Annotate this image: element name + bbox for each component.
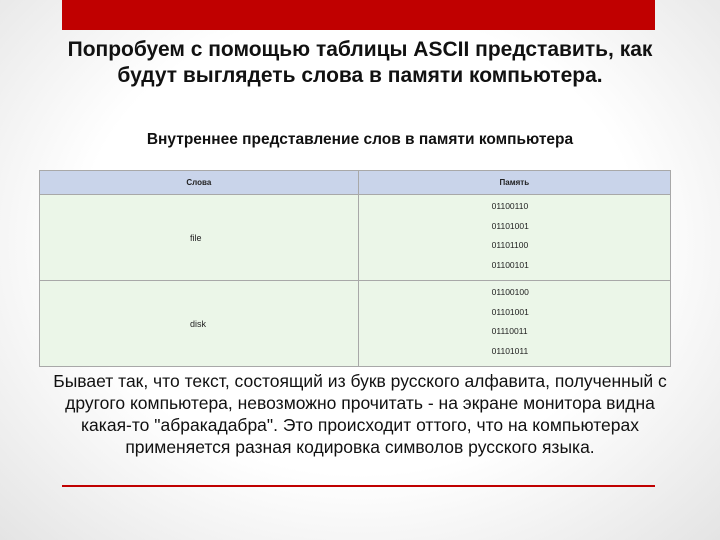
memory-byte: 01101001	[491, 306, 529, 317]
bottom-accent-rule	[62, 485, 655, 487]
top-accent-bar	[62, 0, 655, 30]
slide-title: Попробуем с помощью таблицы ASCII представить, как будут выглядеть слова в памяти компьютера.	[67, 38, 653, 87]
memory-byte: 01100101	[491, 259, 529, 270]
word-cell: disk	[40, 281, 359, 367]
memory-cell	[358, 281, 670, 367]
memory-byte: 01101100	[491, 240, 529, 250]
table-header-row	[40, 171, 671, 195]
memory-byte: 01100100	[491, 287, 529, 297]
memory-byte: 01101011	[491, 345, 529, 356]
memory-byte: 01101001	[491, 220, 529, 231]
memory-cell	[358, 195, 670, 281]
word-cell: file	[40, 195, 359, 281]
body-paragraph: Бывает так, что текст, состоящий из букв русского алфавита, полученный с другого компьютера, невозможно прочитать - на экране монитора видна какая-то "абракадабра". Это происходит оттого, что на компьютерах применяется разная кодировка символов русского языка.	[53, 371, 667, 457]
table-row	[40, 195, 671, 281]
table-caption: Внутреннее представление слов в памяти компьютера	[146, 131, 574, 148]
header-words: Слова	[40, 171, 359, 195]
memory-byte: 01110011	[491, 326, 528, 336]
ascii-table	[39, 170, 671, 367]
memory-byte: 01100110	[491, 201, 529, 211]
table-row	[40, 281, 671, 367]
header-memory: Память	[358, 171, 670, 195]
